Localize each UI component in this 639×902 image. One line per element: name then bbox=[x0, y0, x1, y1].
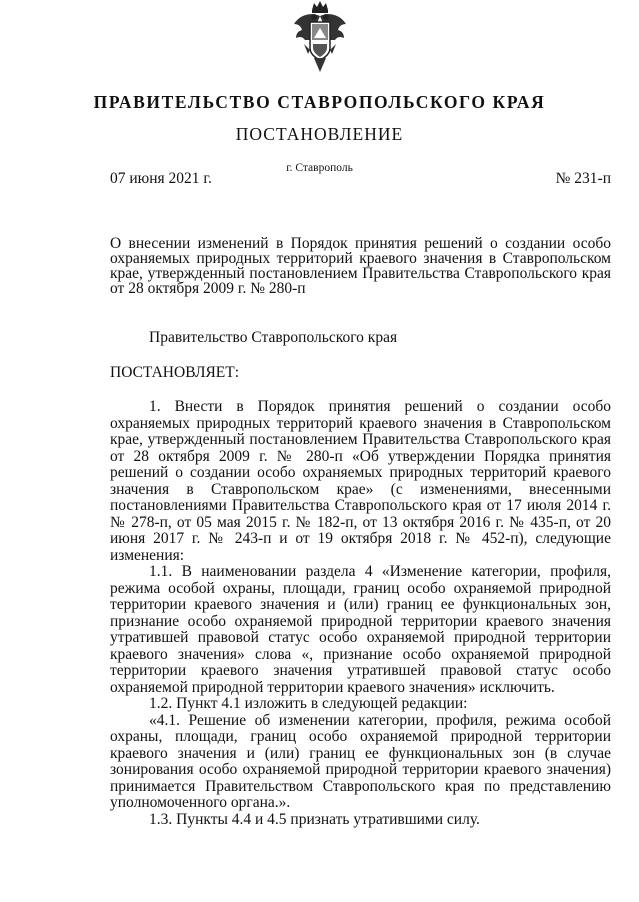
paragraph-1-2: 1.2. Пункт 4.1 изложить в следующей редакции: bbox=[149, 695, 468, 712]
document-type: ПОСТАНОВЛЕНИЕ bbox=[235, 124, 404, 144]
resolves-heading: ПОСТАНОВЛЯЕТ: bbox=[110, 364, 240, 381]
government-title: ПРАВИТЕЛЬСТВО СТАВРОПОЛЬСКОГО КРАЯ bbox=[93, 92, 546, 112]
paragraph-1-2-quote: «4.1. Решение об изменении категории, профиля, режима особой охраны, площади, границ особо охраняемой природной территории краевого значения и (или) границ ее функциональных зон (в случае зонирования особо охраняемой природной территории краевого значения) принимается Правительством Ставропольского края по представлению уполномоченного органа.». bbox=[110, 711, 611, 811]
paragraph-1-3: 1.3. Пункты 4.4 и 4.5 признать утратившими силу. bbox=[149, 810, 480, 828]
document-body bbox=[110, 399, 611, 828]
city: г. Ставрополь bbox=[286, 162, 353, 174]
paragraph-1: 1. Внести в Порядок принятия решений о создании особо охраняемых природных территорий краевого значения в Ставропольском крае, утвержденный постановлением Правительства Ставропольского края от 28 октября 2009 г. № 280-п «Об утверждении Порядка принятия решений о создании особо охраняемых природных территорий краевого значения в Ставропольском крае» (с изменениями, внесенными постановлениями Правительства Ставропольского края от 17 июля 2014 г. № 278-п, от 05 мая 2015 г. № 182-п, от 13 октября 2016 г. № 435-п, от 20 июня 2017 г. № 243-п и от 19 октября 2018 г. № 452-п), следующие изменения: bbox=[110, 398, 611, 564]
document-date: 07 июня 2021 г. bbox=[110, 170, 212, 187]
paragraph-1-1: 1.1. В наименовании раздела 4 «Изменение категории, профиля, режима особой охраны, площади, границ особо охраняемой природной территории краевого значения и (или) границ ее функциональных зон, признание особо охраняемой природной территории краевого значения утратившей правовой статус особо охраняемой природной территории краевого значения» слова «, признание особо охраняемой природной территории краевого значения утратившей правовой статус особо охраняемой природной территории краевого значения» исключить. bbox=[110, 563, 611, 696]
coat-of-arms-icon bbox=[290, 0, 350, 76]
issuing-authority: Правительство Ставропольского края bbox=[149, 329, 398, 346]
document-number: № 231-п bbox=[555, 170, 611, 187]
document-subject: О внесении изменений в Порядок принятия решений о создании особо охраняемых природных территорий краевого значения в Ставропольском крае, утвержденный постановлением Правительства Ставропольского края от 28 октября 2009 г. № 280-п bbox=[110, 235, 611, 297]
